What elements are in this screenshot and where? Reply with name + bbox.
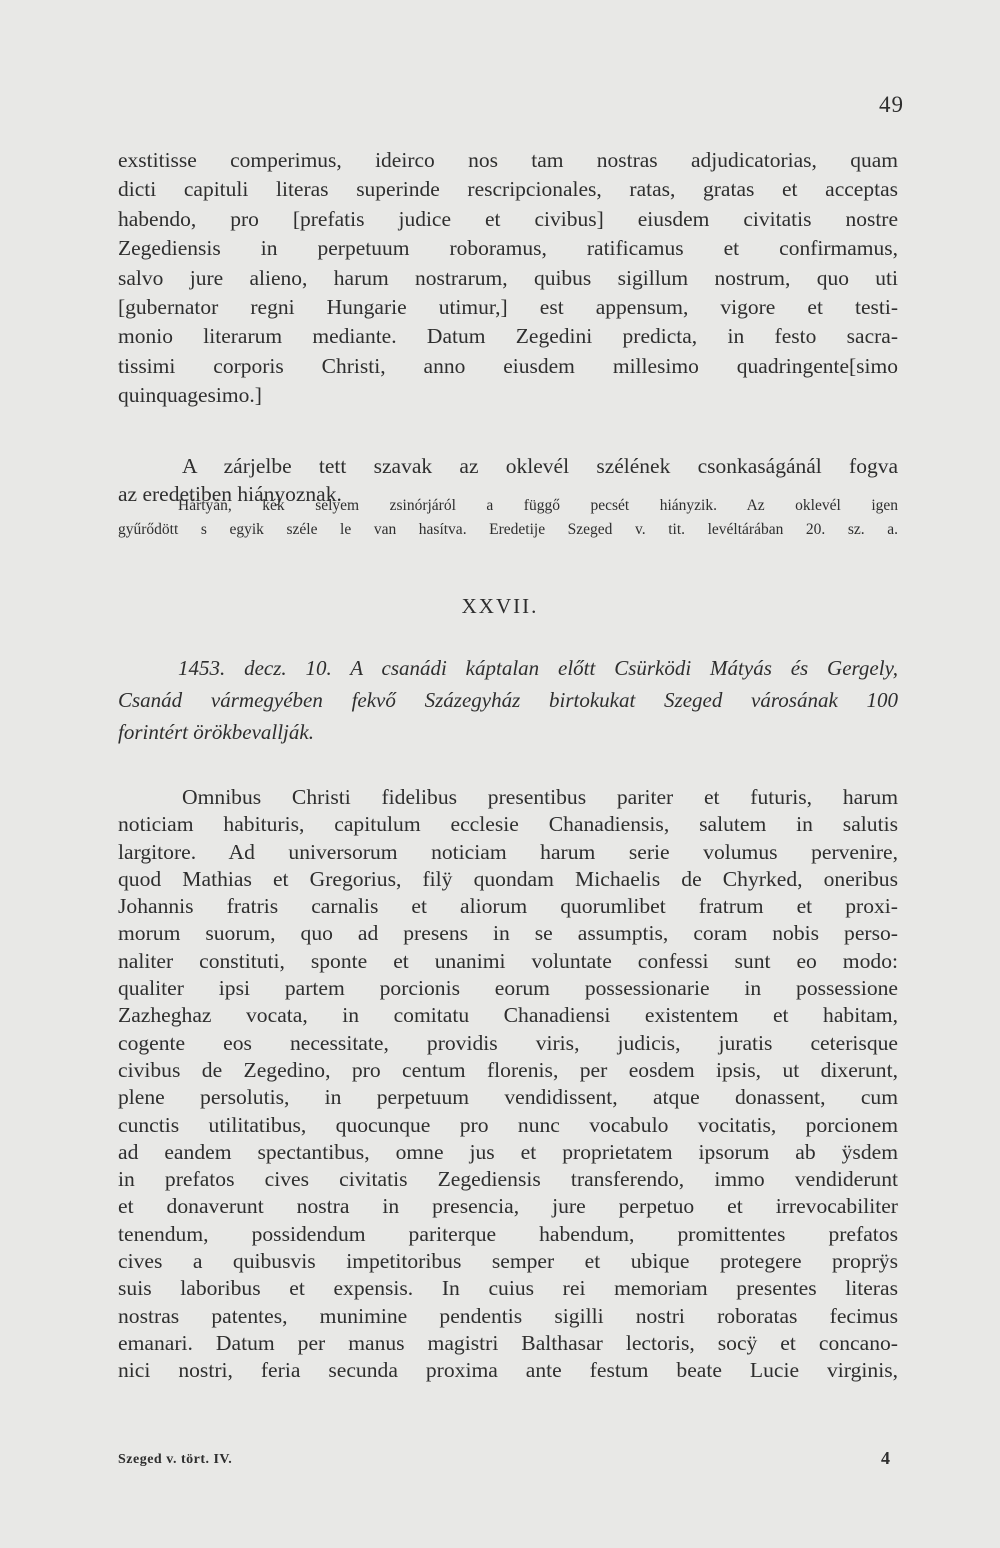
archival-note [118,494,898,542]
text-line: cunctis utilitatibus, quocunque pro nunc vocabulo vocitatis, porcionem [118,1112,898,1137]
footer-sheet-number: 4 [881,1448,890,1468]
text-line: nici nostri, feria secunda proxima ante festum beate Lucie virginis, [118,1358,898,1383]
text-line: Omnibus Christi fidelibus presentibus pariter et futuris, harum [182,785,898,809]
text-line: Johannis fratris carnalis et aliorum quorumlibet fratrum et proxi- [118,894,898,919]
text-line: salvo jure alieno, harum nostrarum, quibus sigillum nostrum, quo uti [118,265,898,290]
text-line: morum suorum, quo ad presens in se assumptis, coram nobis perso- [118,921,898,946]
text-line: exstitisse comperimus, ideirco nos tam nostras adjudicatorias, quam [118,148,898,172]
text-line: quinquagesimo.] [118,383,262,408]
footer-signature: Szeged v. tört. IV. [118,1452,233,1467]
text-line: cives a quibusvis impetitoribus semper et ubique protegere proprÿs [118,1249,898,1274]
text-line: dicti capituli literas superinde rescripcionales, ratas, gratas et acceptas [118,177,898,202]
text-line: noticiam habituris, capitulum ecclesie Chanadiensis, salutem in salutis [118,812,898,837]
text-line: forintért örökbevallják. [118,720,314,744]
text-line: [gubernator regni Hungarie utimur,] est appensum, vigore et testi- [118,295,898,320]
charter-body [118,784,898,1385]
text-line: Hártyán, kék selyem zsinórjáról a függő pecsét hiányzik. Az oklevél igen [178,497,898,514]
text-line: Zazheghaz vocata, in comitatu Chanadiensi existentem et habitam, [118,1003,898,1028]
text-line: Zegediensis in perpetuum roboramus, ratificamus et confirmamus, [118,236,898,261]
text-line: emanari. Datum per manus magistri Balthasar lectoris, socÿ et concano- [118,1330,898,1355]
continued-charter-text [118,146,898,411]
text-line: gyűrődött s egyik széle le van hasítva. Eredetije Szeged v. tit. levéltárában 20. sz. a. [118,521,898,538]
text-line: qualiter ipsi partem porcionis eorum possessionarie in possessione [118,976,898,1001]
text-line: habendo, pro [prefatis judice et civibus] eiusdem civitatis nostre [118,206,898,231]
text-line: tissimi corporis Christi, anno eiusdem millesimo quadringente[simo [118,353,898,378]
text-line: plene persolutis, in perpetuum vendidissent, atque donassent, cum [118,1085,898,1110]
text-line: cogente eos necessitate, providis viris, judicis, juratis ceterisque [118,1030,898,1055]
charter-summary [118,652,898,748]
text-line: et donaverunt nostra in presencia, jure perpetuo et irrevocabiliter [118,1194,898,1219]
text-line: largitore. Ad universorum noticiam harum serie volumus pervenire, [118,839,898,864]
text-line: A zárjelbe tett szavak az oklevél szélének csonkaságánál fogva [182,454,898,478]
text-line: quod Mathias et Gregorius, filÿ quondam Michaelis de Chyrked, oneribus [118,866,898,891]
text-line: 1453. decz. 10. A csanádi káptalan előtt Csürködi Mátyás és Gergely, [178,656,898,680]
text-line: civibus de Zegedino, pro centum florenis, per eosdem ipsis, ut dixerunt, [118,1057,898,1082]
page-number: 49 [879,92,904,117]
text-line: suis laboribus et expensis. In cuius rei memoriam presentes literas [118,1276,898,1301]
text-line: monio literarum mediante. Datum Zegedini predicta, in festo sacra- [118,324,898,349]
text-line: naliter constituti, sponte et unanimi voluntate confessi sunt eo modo: [118,948,898,973]
text-line: nostras patentes, munimine pendentis sigilli nostri roboratas fecimus [118,1303,898,1328]
text-line: in prefatos cives civitatis Zegediensis transferendo, immo vendiderunt [118,1167,898,1192]
text-line: tenendum, possidendum pariterque habendum, promittentes prefatos [118,1221,898,1246]
section-heading: XXVII. [461,594,539,618]
text-line: az eredetiben hiányoznak. [118,482,342,506]
text-line: Csanád vármegyében fekvő Százegyház birtokukat Szeged városának 100 [118,688,898,712]
text-line: ad eandem spectantibus, omne jus et proprietatem ipsorum ab ÿsdem [118,1139,898,1164]
